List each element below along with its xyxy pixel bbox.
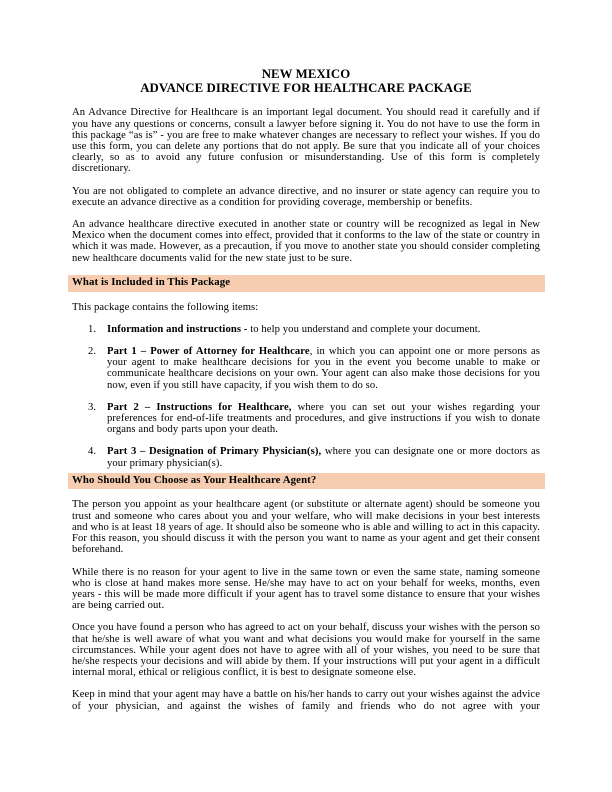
list-item-4-text [107,446,540,468]
list-item-1 [72,324,540,335]
section-heading-agent: Who Should You Choose as Your Healthcare Agent? [68,473,545,490]
list-item-2-number: 2. [88,345,97,357]
intro-paragraph-1: An Advance Directive for Healthcare is an important legal document. You should read it carefully and if you have any questions or concerns, consult a lawyer before signing it. You do not have to use the form in this package “as is” - you are free to make whatever changes are necessary to reflect your wishes. If you do use this form, you can delete any portions that do not apply. Be sure that you indicate all of your choices clearly, so as to avoid any future confusion or misunderstanding. Use of this form is completely discretionary. [72,107,540,175]
agent-paragraph-2: While there is no reason for your agent to live in the same town or even the same state, naming someone who is close at hand makes more sense. He/she may have to act on your behalf for weeks, months, even years - this will be made more difficult if your agent has to travel some distance to ensure that your wishes are being carried out. [72,566,540,612]
list-item-1-rest: to help you understand and complete your document. [247,323,481,335]
list-item-2-rest: , in which you can appoint one or more persons as your agent to make healthcare decisions for you in the event you become unable to make or communicate healthcare decisions on your own. Your agent can also make those decisions for you now, even if you still have capacity, if you wish them to do so. [107,345,540,391]
list-item-3 [72,402,540,436]
title-line-1: NEW MEXICO [261,67,351,81]
list-item-2-lead: Part 1 – Power of Attorney for Healthcare [107,345,310,357]
document-title [72,67,540,95]
included-items-list [72,324,540,469]
list-item-4 [72,446,540,468]
list-item-2-text [107,346,540,391]
list-item-3-number: 3. [88,401,97,413]
list-item-3-text [107,402,540,436]
section-heading-included: What is Included in This Package [68,275,545,292]
agent-paragraph-4: Keep in mind that your agent may have a battle on his/her hands to carry out your wishes against the advice of your physician, and against the wishes of family and friends who do not agree with your [72,689,540,712]
intro-paragraph-2: You are not obligated to complete an advance directive, and no insurer or state agency can require you to execute an advance directive as a condition for providing coverage, membership or benefits. [72,185,540,208]
list-item-4-number: 4. [88,446,97,458]
list-item-2 [72,346,540,391]
agent-paragraph-1: The person you appoint as your healthcare agent (or substitute or alternate agent) should be someone you trust and someone who cares about you and your welfare, who will make decisions in your best interests and who is at least 18 years of age. It should also be someone who is able and willing to act in this capacity. For this reason, you should discuss it with the person you want to name as your agent and get their consent beforehand. [72,499,540,556]
intro-paragraph-3: An advance healthcare directive executed in another state or country will be recognized as legal in New Mexico when the document comes into effect, provided that it conforms to the law of the state or country in which it was made. However, as a precaution, if you move to another state you should consider completing new healthcare documents valid for the new state just to be sure. [72,219,540,264]
list-item-4-lead: Part 3 – Designation of Primary Physician(s), [107,446,322,458]
list-item-1-lead: Information and instructions - [107,323,248,335]
list-item-3-lead: Part 2 – Instructions for Healthcare, [107,401,292,413]
agent-paragraph-3: Once you have found a person who has agreed to act on your behalf, discuss your wishes with the person so that he/she is well aware of what you want and what decisions you would make for yourself in the same circumstances. While your agent does not have to agree with all of your wishes, you need to be sure that he/she respects your decisions and will abide by them. If your instructions will put your agent in a difficult internal moral, ethical or religious conflict, it is best to designate someone else. [72,622,540,679]
list-item-1-text [107,324,540,335]
list-item-3-rest: where you can set out your wishes regarding your preferences for end-of-life treatments and procedures, and give instructions if you wish to donate organs and body parts upon your death. [107,401,541,436]
list-item-1-number: 1. [88,323,97,335]
title-line-2: ADVANCE DIRECTIVE FOR HEALTHCARE PACKAGE [140,81,472,96]
included-section-lead: This package contains the following items: [72,301,259,313]
list-item-4-rest: where you can designate one or more doctors as your primary physician(s). [107,446,540,469]
